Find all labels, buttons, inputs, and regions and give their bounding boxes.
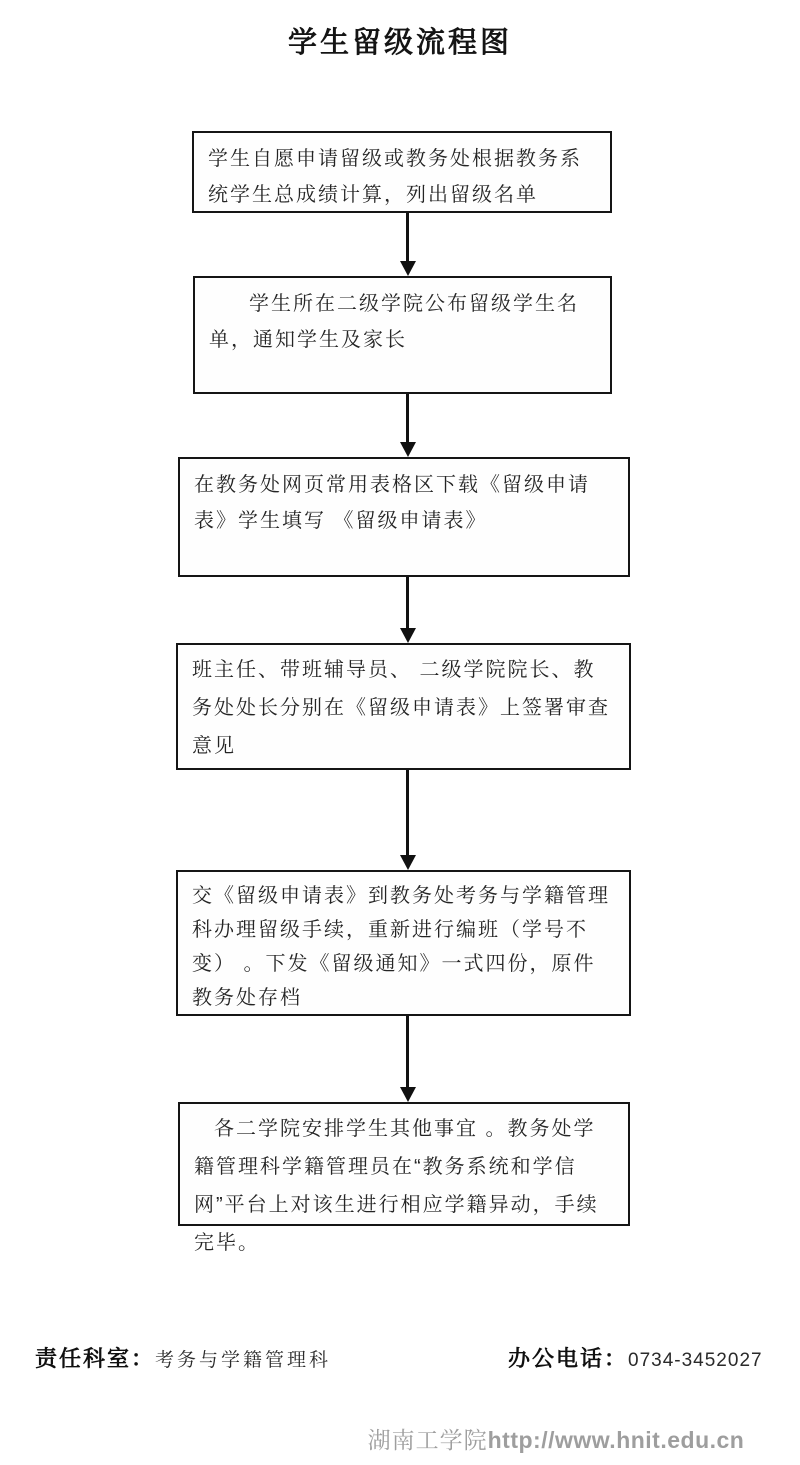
flow-arrow-5 [406, 1016, 409, 1088]
flow-arrow-1 [406, 213, 409, 262]
responsibility-bar [0, 1342, 800, 1382]
site-name: 湖南工学院 [367, 1427, 488, 1453]
site-url: http://www.hnit.edu.cn [487, 1427, 745, 1453]
flow-step-2-box: 学生所在二级学院公布留级学生名单，通知学生及家长 [193, 276, 612, 394]
page-title: 学生留级流程图 [287, 27, 512, 59]
responsible-office-value: 考务与学籍管理科 [155, 1350, 332, 1371]
office-phone [508, 1342, 763, 1373]
flow-arrow-2 [406, 394, 409, 443]
flow-step-4-box: 班主任、带班辅导员、 二级学院院长、教务处处长分别在《留级申请表》上签署审查意见 [176, 643, 631, 770]
flow-step-3-box: 在教务处网页常用表格区下载《留级申请表》学生填写 《留级申请表》 [178, 457, 630, 577]
flow-arrow-4 [406, 770, 409, 856]
flow-step-1-box: 学生自愿申请留级或教务处根据教务系统学生总成绩计算，列出留级名单 [192, 131, 612, 213]
flow-arrow-3 [406, 577, 409, 629]
office-phone-label: 办公电话： [508, 1346, 629, 1371]
responsible-office-label: 责任科室： [35, 1346, 156, 1371]
responsible-office [35, 1342, 331, 1373]
site-footer [156, 1422, 800, 1455]
flow-step-5-box: 交《留级申请表》到教务处考务与学籍管理科办理留级手续，重新进行编班（学号不变） 。下发《留级通知》一式四份，原件教务处存档 [176, 870, 631, 1016]
flow-step-6-box: 各二学院安排学生其他事宜 。教务处学籍管理科学籍管理员在“教务系统和学信网”平台上对该生进行相应学籍异动，手续完毕。 [178, 1102, 630, 1226]
office-phone-value: 0734-3452027 [628, 1350, 763, 1371]
